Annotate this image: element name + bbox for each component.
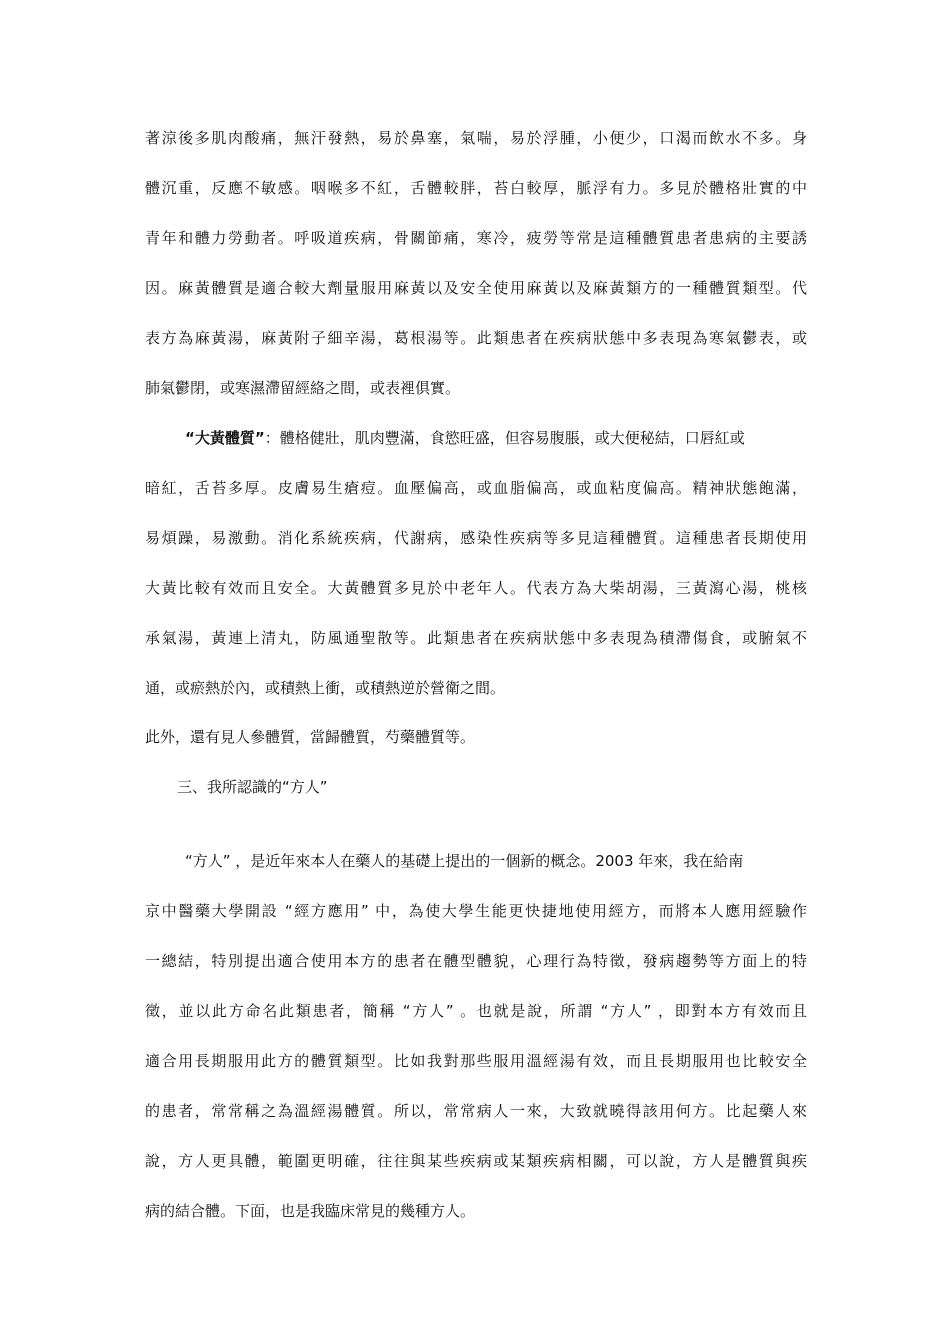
paragraph-line: 的患者，常常稱之為溫經湯體質。所以，常常病人一來，大致就曉得該用何方。比起藥人來 bbox=[145, 1102, 807, 1120]
paragraph-line: 病的結合體。下面，也是我臨床常見的幾種方人。 bbox=[145, 1202, 476, 1220]
paragraph-line: 易煩躁，易激動。消化系統疾病，代謝病，感染性疾病等多見這種體質。這種患者長期使用 bbox=[145, 529, 807, 547]
paragraph-first-line: “方人” ，是近年來本人在藥人的基礎上提出的一個新的概念。2003 年來，我在給南 bbox=[185, 852, 744, 870]
paragraph-line: 一總結，特別提出適合使用本方的患者在體型體貌，心理行為特徵，發病趨勢等方面上的特 bbox=[145, 952, 807, 970]
paragraph-line: 通，或瘀熱於內，或積熱上衝，或積熱逆於營衛之間。 bbox=[145, 679, 506, 697]
paragraph-line: 徵，並以此方命名此類患者，簡稱 “方人” 。也就是說，所謂 “方人” ，即對本方有效而且 bbox=[145, 1002, 807, 1020]
paragraph-text: ：體格健壯，肌肉豐滿，食慾旺盛，但容易腹脹，或大便秘結，口唇紅或 bbox=[264, 429, 745, 447]
paragraph-line: 因。麻黃體質是適合較大劑量服用麻黃以及安全使用麻黃以及麻黃類方的一種體質類型。代 bbox=[145, 279, 807, 297]
paragraph-line: 大黃比較有效而且安全。大黃體質多見於中老年人。代表方為大柴胡湯，三黃瀉心湯，桃核 bbox=[145, 579, 807, 597]
paragraph-line: 說，方人更具體，範圍更明確，往往與某些疾病或某類疾病相關，可以說，方人是體質與疾 bbox=[145, 1152, 807, 1170]
paragraph-line: 此外，還有見人參體質，當歸體質，芍藥體質等。 bbox=[145, 728, 476, 746]
section-heading: 三、我所認識的“方人” bbox=[177, 778, 328, 796]
paragraph-line: 承氣湯，黃連上清丸，防風通聖散等。此類患者在疾病狀態中多表現為積滯傷食，或腑氣不 bbox=[145, 629, 807, 647]
paragraph-line: 適合用長期服用此方的體質類型。比如我對那些服用溫經湯有效，而且長期服用也比較安全 bbox=[145, 1052, 807, 1070]
paragraph-line: 青年和體力勞動者。呼吸道疾病，骨關節痛，寒冷，疲勞等常是這種體質患者患病的主要誘 bbox=[145, 229, 807, 247]
paragraph-line: 著涼後多肌肉酸痛，無汗發熱，易於鼻塞，氣喘，易於浮腫，小便少，口渴而飲水不多。身 bbox=[145, 129, 807, 147]
term-dahuang-constitution: “大黃體質” bbox=[185, 429, 265, 447]
paragraph-line: 體沉重，反應不敏感。咽喉多不紅，舌體較胖，苔白較厚，脈浮有力。多見於體格壯實的中 bbox=[145, 179, 807, 197]
paragraph-line: 表方為麻黃湯，麻黃附子細辛湯，葛根湯等。此類患者在疾病狀態中多表現為寒氣鬱表，或 bbox=[145, 329, 807, 347]
paragraph-line: 暗紅，舌苔多厚。皮膚易生瘡痘。血壓偏高，或血脂偏高，或血粘度偏高。精神狀態飽滿， bbox=[145, 479, 807, 497]
paragraph-line: 肺氣鬱閉，或寒濕滯留經絡之間，或表裡俱實。 bbox=[145, 379, 461, 397]
paragraph-first-line bbox=[185, 428, 807, 448]
paragraph-line: 京中醫藥大學開設 “經方應用” 中，為使大學生能更快捷地使用經方，而將本人應用經驗作 bbox=[145, 902, 807, 920]
